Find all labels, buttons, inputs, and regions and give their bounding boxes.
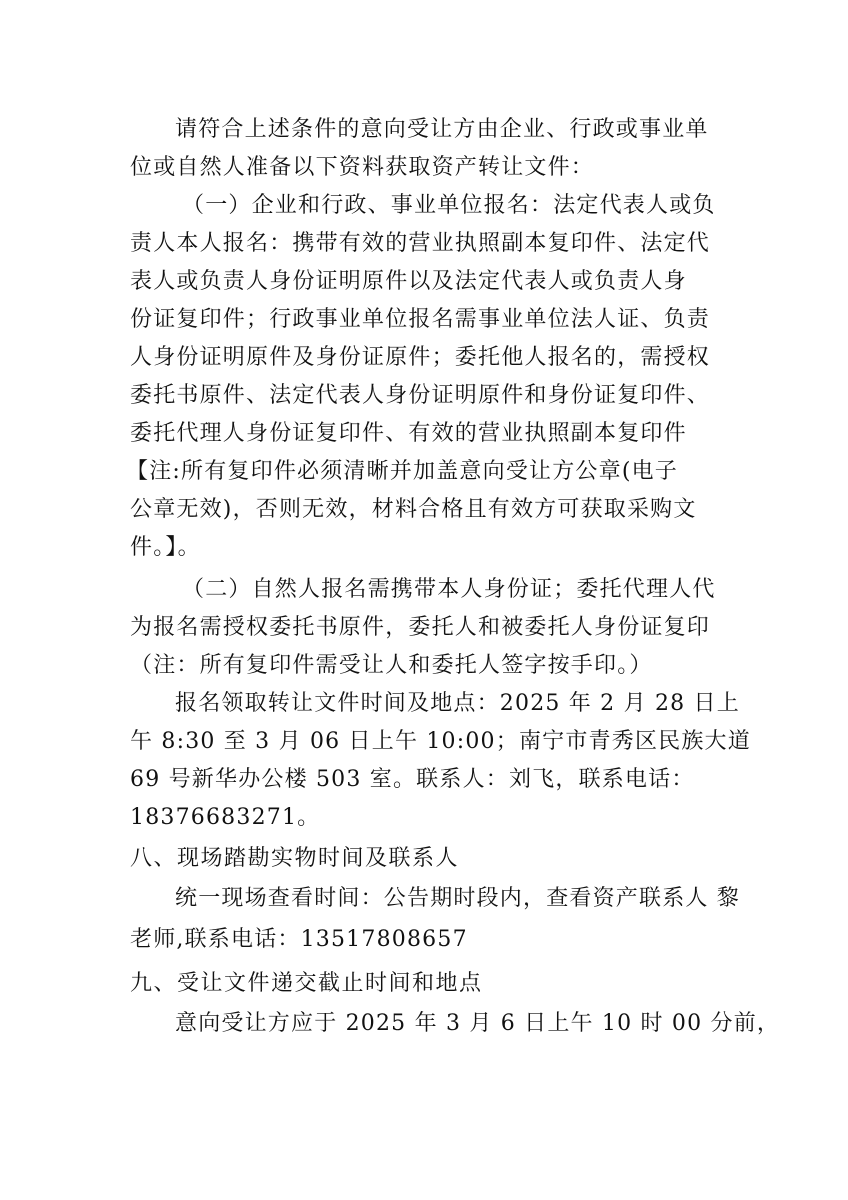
inspection-time-text: ：公告期时段内，查看资产联系人 黎 xyxy=(360,886,741,911)
paragraph-line: （注：所有复印件需受让人和委托人签字按手印。） xyxy=(130,653,653,678)
paragraph-line: 请符合上述条件的意向受让方由企业、行政或事业单 xyxy=(175,117,709,142)
inspection-time-label: 统一现场查看时间 xyxy=(175,886,361,911)
paragraph-line: 为报名需授权委托书原件，委托人和被委托人身份证复印 xyxy=(130,615,711,640)
section-heading-9: 九、受让文件递交截止时间和地点 xyxy=(130,971,483,996)
paragraph-line: 人身份证明原件及身份证原件；委托他人报名的，需授权 xyxy=(130,345,711,370)
paragraph-line: （一）企业和行政、事业单位报名：法定代表人或负 xyxy=(182,193,716,218)
paragraph-line: 18376683271。 xyxy=(130,805,321,830)
paragraph-line: 公章无效)，否则无效，材料合格且有效方可获取采购文 xyxy=(130,497,697,522)
paragraph-line: 委托代理人身份证复印件、有效的营业执照副本复印件 xyxy=(130,421,687,446)
paragraph-line: （二）自然人报名需携带本人身份证；委托代理人代 xyxy=(182,577,716,602)
section-heading-8: 八、现场踏勘实物时间及联系人 xyxy=(130,846,460,871)
paragraph-line: 责人本人报名：携带有效的营业执照副本复印件、法定代 xyxy=(130,231,711,256)
paragraph-line: 表人或负责人身份证明原件以及法定代表人或负责人身 xyxy=(130,269,687,294)
paragraph-line: 报名领取转让文件时间及地点：2025 年 2 月 28 日上 xyxy=(175,691,740,716)
paragraph-line: 午 8:30 至 3 月 06 日上午 10:00；南宁市青秀区民族大道 xyxy=(130,729,751,754)
paragraph-line: 份证复印件；行政事业单位报名需事业单位法人证、负责 xyxy=(130,307,711,332)
paragraph-line: 老师,联系电话：13517808657 xyxy=(130,927,468,952)
paragraph-line xyxy=(175,885,740,913)
paragraph-line: 位或自然人准备以下资料获取资产转让文件： xyxy=(130,155,595,180)
paragraph-line: 件。】。 xyxy=(130,535,201,560)
paragraph-line: 意向受让方应于 2025 年 3 月 6 日上午 10 时 00 分前， xyxy=(175,1011,781,1036)
paragraph-line: 委托书原件、法定代表人身份证明原件和身份证复印件、 xyxy=(130,383,711,408)
paragraph-line: 69 号新华办公楼 503 室。联系人：刘飞，联系电话： xyxy=(130,767,695,792)
paragraph-line: 【注:所有复印件必须清晰并加盖意向受让方公章(电子 xyxy=(126,459,678,484)
